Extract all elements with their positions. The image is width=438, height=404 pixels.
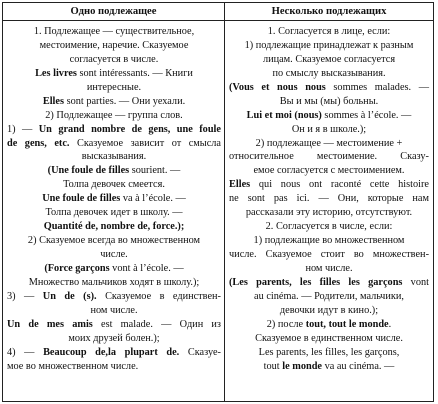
text: Множество мальчиков ходят в школу.); [28,276,200,288]
text: 2) подлежащее — местоимение + [255,137,403,149]
text: Сказуе- [179,346,221,358]
header-multiple-subjects: Несколько подлежащих [271,6,387,17]
right-line [229,332,429,346]
text: qui nous ont raconté cette histoire [250,179,429,191]
bold-text: Elles [42,95,64,107]
right-line [229,81,429,95]
text: sommes à l’école. — [321,109,412,121]
text: моих друзей болен.); [68,332,160,344]
bold-text: de gens, etc. [7,137,70,149]
text: числе. [100,249,128,260]
text: относительное местоимение. Сказу- [229,151,429,163]
text: местоимение, наречие. Сказуемое [39,39,189,51]
grammar-table [2,2,434,402]
text: согласуется в числе. [69,53,159,65]
left-line [7,178,221,192]
text: sont parties. — Они уехали. [64,95,186,107]
left-line [7,25,221,39]
column-single-subject [7,25,221,373]
text: 4) — [7,346,44,358]
right-line [229,206,429,220]
text: sourient. — [129,165,181,177]
bold-text: (Les parents, les filles les garçons [229,276,403,288]
left-line [7,318,221,332]
column-divider [224,3,225,401]
text: 1) подлежащие принадлежат к разным [244,39,414,51]
right-line [229,109,429,123]
text: 1. Согласуется в лице, если: [267,26,391,37]
text: 2) после [266,318,306,330]
left-line [7,123,221,137]
text: девочки идут в кино.); [279,304,379,316]
text: высказывания. [81,151,147,163]
left-line [7,262,221,276]
right-line [229,67,429,81]
right-line [229,39,429,53]
text: tout [263,360,283,372]
left-line [7,164,221,178]
text: лицам. Сказуемое согласуется [262,53,396,65]
text: 2) Сказуемое всегда во множественном [27,235,201,247]
text: Les parents, les filles, les garçons, [258,346,400,358]
right-line [229,318,429,332]
text: по смыслу высказывания. [272,67,386,79]
text: . [388,318,392,330]
text: емое согласуется с местоимением. [253,165,405,177]
bold-text: le monde [282,360,322,372]
text: ne sont pas ici. — Они, которые нам [229,193,429,205]
text: Сказуемое зависит от смысла [69,137,222,149]
text: 2. Согласуется в числе, если: [265,221,393,233]
header-single-subject: Одно подлежащее [70,6,157,17]
text: vont à l’école. — [109,262,184,274]
bold-text: Beaucoup de,la plupart de. [43,346,180,358]
right-line [229,276,429,290]
right-line [229,248,429,262]
left-line [7,346,221,360]
text: интересные. [86,81,142,93]
left-line [7,67,221,81]
text: Он и я в школе.); [291,123,367,135]
bold-text: Les livres [35,67,77,79]
bold-text: (Une foule de filles [47,165,130,177]
right-line [229,220,429,234]
text: va à l’école. — [120,193,186,205]
right-line [229,262,429,276]
left-line [7,81,221,95]
left-line [7,192,221,206]
text: ном числе. [90,304,138,316]
right-line [229,164,429,178]
text: ном числе. [305,262,353,274]
bold-text: Un grand nombre de gens, une foule [38,123,221,135]
right-line [229,192,429,206]
text: мое во множественном числе. [7,360,139,372]
text: рассказали эту историю, отсутствуют. [245,207,413,219]
left-line [7,137,221,151]
text: vont [402,276,429,288]
text: sommes malades. — [325,81,429,93]
left-line [7,220,221,234]
left-line [7,304,221,318]
column-multiple-subjects [229,25,429,373]
text: 2) Подлежащее — группа слов. [45,109,183,121]
bold-text: Un de (s). [42,290,97,302]
right-line [229,234,429,248]
text: va au cinéma. — [322,360,395,372]
right-line [229,304,429,318]
bold-text: (Vous et nous nous [229,81,326,93]
text: 1) — [7,123,39,135]
text: est malade. — Один из [92,318,221,330]
right-line [229,150,429,164]
text: Сказуемое в единственном числе. [255,332,403,344]
right-line [229,95,429,109]
left-line [7,332,221,346]
left-line [7,53,221,67]
text: Сказуемое в единствен- [96,290,221,302]
left-line [7,206,221,220]
left-line [7,150,221,164]
header-divider [3,20,433,21]
right-line [229,346,429,360]
right-line [229,25,429,39]
bold-text: (Force garçons [44,262,110,274]
right-line [229,53,429,67]
left-line [7,290,221,304]
left-line [7,109,221,123]
left-line [7,360,221,374]
left-line [7,95,221,109]
right-line [229,137,429,151]
bold-text: Elles [229,179,251,191]
left-line [7,276,221,290]
left-line [7,234,221,248]
bold-text: Quantité de, nombre de, force.); [43,221,185,233]
bold-text: Un de mes amis [7,318,93,330]
right-line [229,360,429,374]
text: 1) подлежащие во множественном [253,235,405,247]
bold-text: Lui et moi (nous) [246,109,322,121]
text: sont intéressants. — Книги [76,67,193,79]
bold-text: tout, tout le monde [305,318,389,330]
left-line [7,39,221,53]
text: Вы и мы (мы) больны. [279,95,379,107]
right-line [229,123,429,137]
text: Толпа девочек идет в школу. — [45,207,183,219]
text: числе. Сказуемое стоит во множествен- [229,249,429,260]
bold-text: Une foule de filles [42,193,121,205]
right-line [229,178,429,192]
left-line [7,248,221,262]
text: au cinéma. — Родители, мальчики, [254,290,404,302]
right-line [229,290,429,304]
text: 3) — [7,290,43,302]
text: 1. Подлежащее — существительное, [33,26,195,37]
text: Толпа девочек смеется. [63,179,165,191]
